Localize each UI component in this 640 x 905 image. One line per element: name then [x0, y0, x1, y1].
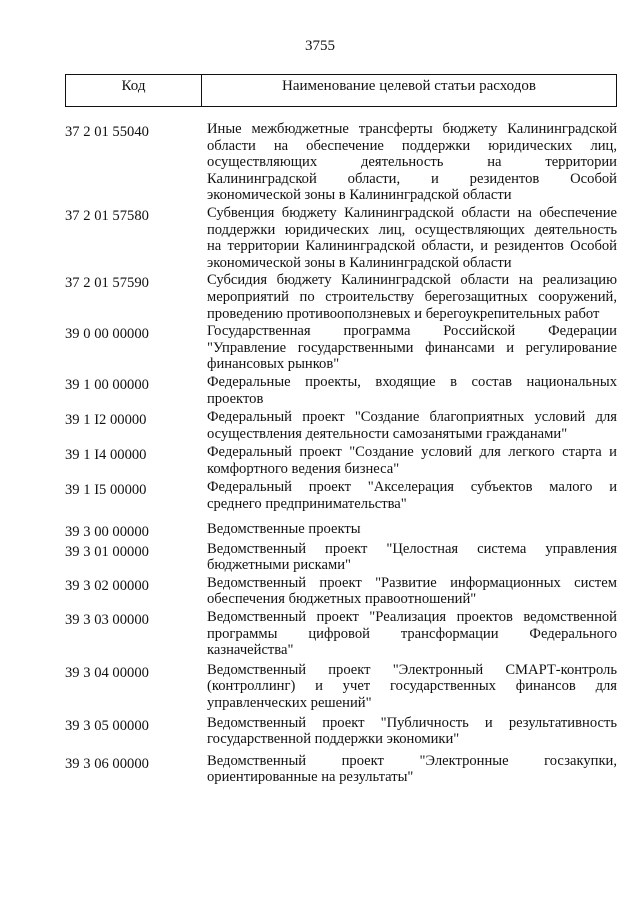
description-line: мероприятий по строительству берегозащитных сооружений, — [207, 288, 617, 305]
row-code: 37 2 01 57580 — [65, 207, 149, 224]
row-description — [207, 444, 617, 477]
table-row — [65, 541, 617, 574]
page-number: 3755 — [305, 38, 335, 54]
row-code: 39 0 00 00000 — [65, 326, 149, 343]
description-line: Федеральный проект "Акселерация субъектов малого и — [207, 479, 617, 496]
description-line: государственной поддержки экономики" — [207, 731, 460, 748]
row-code: 37 2 01 55040 — [65, 124, 149, 140]
row-description — [207, 753, 617, 786]
description-line: поддержки юридических лиц, осуществляющих деятельность — [207, 221, 617, 238]
table-row — [65, 753, 617, 786]
description-line: Иные межбюджетные трансферты бюджету Калининградской — [207, 121, 617, 137]
description-line: комфортного ведения бизнеса" — [207, 460, 400, 477]
row-code: 39 1 00 00000 — [65, 376, 149, 393]
table-row — [65, 662, 617, 712]
description-line: Ведомственный проект "Электронные госзакупки, — [207, 752, 617, 769]
row-description — [207, 409, 617, 442]
description-line: программы цифровой трансформации Федерального — [207, 625, 617, 642]
description-line: Калининградской области, и резидентов Особой — [207, 170, 617, 187]
row-code: 39 3 03 00000 — [65, 612, 149, 629]
row-description — [207, 521, 617, 541]
description-line: осуществления деятельности самозанятыми гражданами" — [207, 425, 568, 442]
table-row — [65, 444, 617, 477]
description-line: Федеральный проект "Создание благоприятных условий для — [207, 409, 617, 426]
description-line: Ведомственный проект "Реализация проектов ведомственной — [207, 609, 617, 626]
description-line: Субвенция бюджету Калининградской области на обеспечение — [207, 204, 617, 221]
description-line: Субсидия бюджету Калининградской области на реализацию — [207, 272, 617, 289]
description-line: экономической зоны в Калининградской области — [207, 254, 512, 271]
description-line: казначейства" — [207, 642, 294, 659]
row-code: 39 3 05 00000 — [65, 717, 149, 734]
description-line: Государственная программа Российской Федерации — [207, 323, 617, 340]
description-line: Ведомственный проект "Развитие информационных систем — [207, 574, 617, 591]
row-description — [207, 374, 617, 407]
description-line: (контроллинг) и учет государственных финансов для — [207, 678, 617, 695]
header-name-column: Наименование целевой статьи расходов — [282, 78, 536, 94]
description-line: Ведомственный проект "Электронный СМАРТ-контроль — [207, 661, 617, 678]
description-line: управленческих решений" — [207, 695, 372, 711]
row-code: 39 3 02 00000 — [65, 577, 149, 594]
description-line: Ведомственный проект "Целостная система управления — [207, 540, 617, 557]
description-line: осуществляющих деятельность на территории — [207, 154, 617, 171]
row-description — [207, 323, 617, 373]
table-row — [65, 374, 617, 407]
row-code: 39 3 06 00000 — [65, 755, 149, 772]
row-code: 39 1 I2 00000 — [65, 412, 147, 429]
description-line: Ведомственный проект "Публичность и результативность — [207, 714, 617, 731]
table-row — [65, 609, 617, 659]
table-row — [65, 479, 617, 512]
description-line: области на обеспечение поддержки юридических лиц, — [207, 137, 617, 154]
table-row — [65, 715, 617, 748]
row-description — [207, 479, 617, 512]
row-description — [207, 609, 617, 659]
table-row — [65, 121, 617, 204]
table-row — [65, 409, 617, 442]
row-code: 37 2 01 57590 — [65, 275, 149, 292]
row-description — [207, 715, 617, 748]
description-line: бюджетными рисками" — [207, 557, 351, 574]
table-row — [65, 323, 617, 373]
description-line: среднего предпринимательства" — [207, 496, 407, 513]
row-code: 39 3 01 00000 — [65, 543, 149, 560]
description-line: Ведомственные проекты — [207, 520, 361, 537]
description-line: финансовых рынков" — [207, 356, 340, 373]
header-code-column: Код — [66, 75, 202, 106]
description-line: экономической зоны в Калининградской области — [207, 187, 512, 204]
table-row — [65, 575, 617, 608]
row-code: 39 3 04 00000 — [65, 664, 149, 681]
description-line: Федеральный проект "Создание условий для легкого старта и — [207, 444, 617, 461]
description-line: "Управление государственными финансами и регулирование — [207, 339, 617, 356]
budget-items-list — [65, 121, 617, 786]
description-line: Федеральные проекты, входящие в состав национальных — [207, 373, 617, 390]
row-code: 39 1 I5 00000 — [65, 482, 147, 499]
row-description — [207, 541, 617, 574]
table-header — [65, 74, 617, 107]
row-code: 39 1 I4 00000 — [65, 447, 147, 464]
table-row — [65, 272, 617, 322]
row-description — [207, 205, 617, 271]
description-line: проектов — [207, 390, 264, 407]
description-line: ориентированные на результаты" — [207, 769, 414, 786]
description-line: обеспечения бюджетных правоотношений" — [207, 591, 477, 608]
description-line: на территории Калининградской области, и резидентов Особой — [207, 238, 617, 255]
row-description — [207, 662, 617, 712]
row-code: 39 3 00 00000 — [65, 523, 149, 540]
table-row — [65, 205, 617, 271]
description-line: проведению противооползневых и берегоукрепительных работ — [207, 305, 600, 322]
row-description — [207, 575, 617, 608]
table-row — [65, 521, 617, 541]
row-description — [207, 272, 617, 322]
row-description — [207, 121, 617, 204]
